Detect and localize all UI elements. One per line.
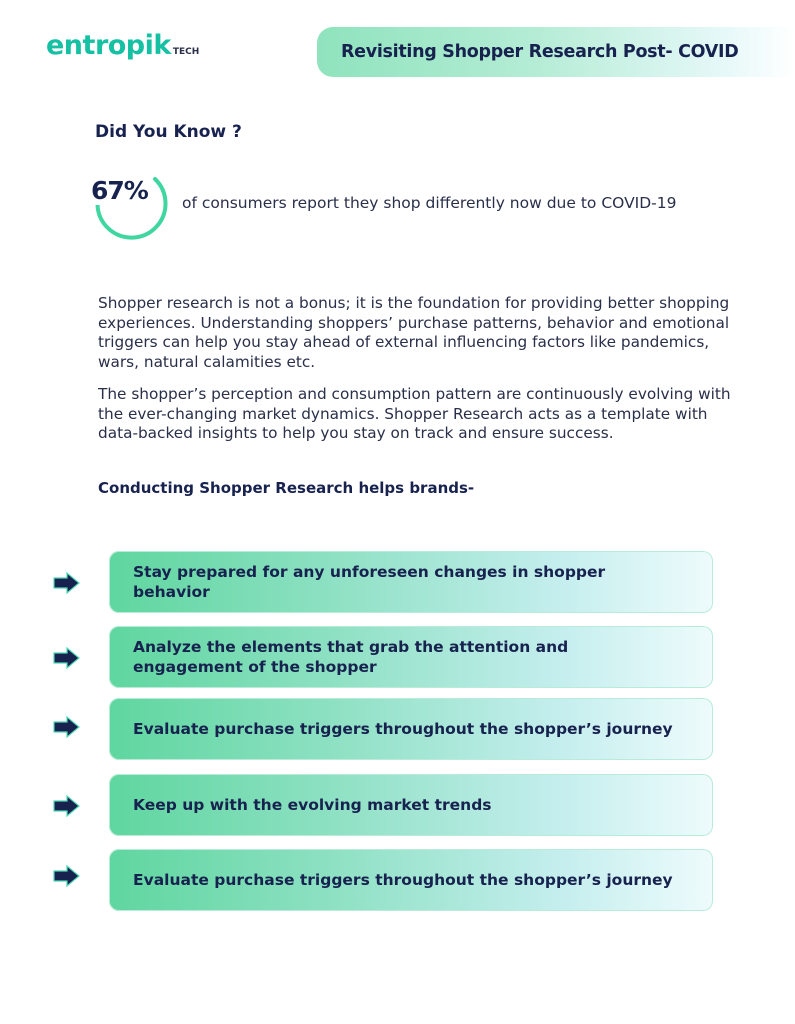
stat-description: of consumers report they shop differently now due to COVID-19 bbox=[182, 194, 677, 212]
body-paragraph-2: The shopper’s perception and consumption pattern are continuously evolving with the ever-changing market dynamics. Shopper Research acts as a template with data-backed insights to help you stay on track and ensure success. bbox=[98, 385, 731, 442]
benefit-label: Keep up with the evolving market trends bbox=[133, 796, 492, 814]
benefit-label: Stay prepared for any unforeseen changes in shopper behavior bbox=[133, 563, 606, 601]
brand-logo bbox=[46, 30, 199, 61]
arrow-right-icon bbox=[52, 646, 82, 670]
page-title: Revisiting Shopper Research Post- COVID bbox=[341, 42, 739, 62]
stat-percentage: 67% bbox=[91, 176, 148, 205]
benefit-label: Evaluate purchase triggers throughout the shopper’s journey bbox=[133, 720, 673, 738]
arrow-right-icon bbox=[52, 571, 82, 595]
benefit-card bbox=[109, 698, 713, 760]
benefit-label: Analyze the elements that grab the attention and engagement of the shopper bbox=[133, 638, 569, 676]
benefits-heading: Conducting Shopper Research helps brands- bbox=[98, 479, 475, 497]
logo-suffix: TECH bbox=[172, 47, 200, 57]
logo-wordmark: entropik bbox=[46, 30, 171, 61]
benefit-card bbox=[109, 626, 713, 688]
arrow-right-icon bbox=[52, 715, 82, 739]
benefit-label: Evaluate purchase triggers throughout the shopper’s journey bbox=[133, 871, 673, 889]
benefit-card bbox=[109, 849, 713, 911]
body-paragraph-1: Shopper research is not a bonus; it is the foundation for providing better shopping experiences. Understanding shoppers’ purchase patterns, behavior and emotional triggers can help you stay ahead of external influencing factors like pandemics, wars, natural calamities etc. bbox=[98, 294, 730, 371]
benefit-card bbox=[109, 551, 713, 613]
did-you-know-heading: Did You Know ? bbox=[95, 122, 242, 142]
benefit-card bbox=[109, 774, 713, 836]
title-banner bbox=[317, 27, 795, 77]
arrow-right-icon bbox=[52, 864, 82, 888]
arrow-right-icon bbox=[52, 794, 82, 818]
